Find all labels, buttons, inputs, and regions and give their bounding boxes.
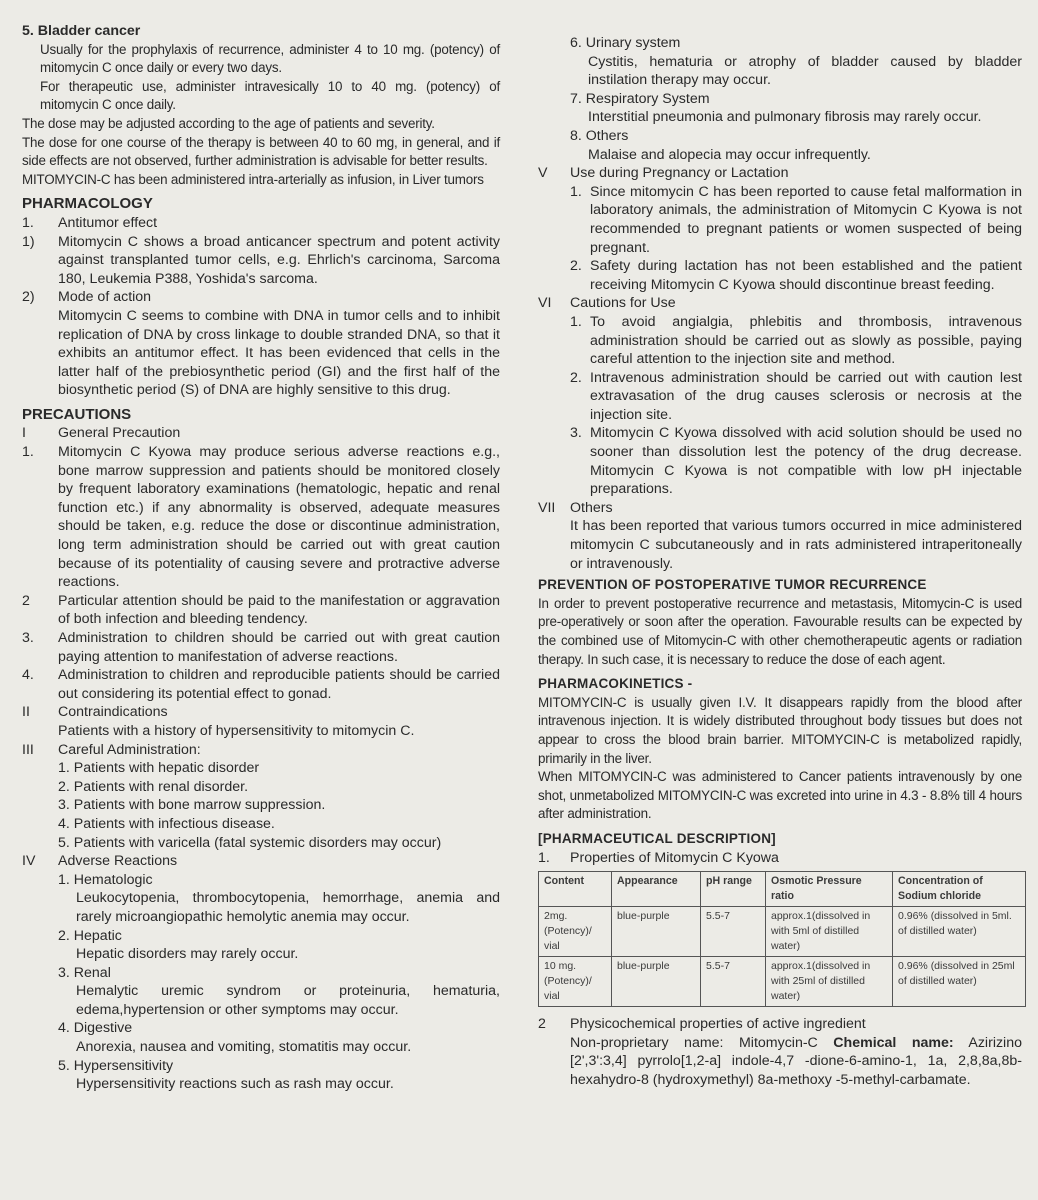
pharmacology-item-2-title: Mode of action: [58, 289, 152, 306]
section-VI-number: VI: [538, 295, 552, 312]
precaution-section-VII: [538, 499, 1022, 518]
adverse-urinary-text: Cystitis, hematuria or atrophy of bladder caused by bladder instilation therapy may occur.: [588, 53, 1022, 89]
pregnancy-item-1: [538, 183, 1022, 257]
caution-item-2-number: 2.: [570, 369, 582, 386]
section-VII-number: VII: [538, 499, 556, 516]
general-precaution-4-number: 4.: [22, 667, 34, 684]
pharmaceutical-item-1-title: Properties of Mitomycin C Kyowa: [570, 849, 779, 866]
section-V-number: V: [538, 165, 548, 182]
precaution-section-V: [538, 164, 1022, 183]
column-header: Concentration of Sodium chloride: [893, 872, 1026, 907]
list-item: 4. Patients with infectious disease.: [58, 815, 275, 832]
bladder-paragraph-5: MITOMYCIN-C has been administered intra-arterially as infusion, in Liver tumors: [22, 171, 484, 187]
section-I-title: General Precaution: [58, 425, 181, 442]
adverse-reactions-list: [22, 871, 500, 1094]
bladder-cancer-title: 5. Bladder cancer: [22, 23, 141, 39]
table-cell: 2mg. (Potency)/ vial: [539, 907, 612, 957]
properties-table: [538, 871, 1026, 1007]
general-precaution-2-text: Particular attention should be paid to the manifestation or aggravation of both infection and bleeding tendency.: [58, 592, 500, 628]
table-cell: approx.1(dissolved in with 5ml of distilled water): [766, 907, 893, 957]
section-IV-number: IV: [22, 853, 36, 870]
table-cell: 5.5-7: [701, 957, 766, 1007]
section-II-title: Contraindications: [58, 704, 168, 721]
section-V-title: Use during Pregnancy or Lactation: [570, 165, 789, 182]
precaution-section-IV: [22, 852, 500, 871]
pharmacology-item-1a-text: Mitomycin C shows a broad anticancer spectrum and potent activity against transplanted tumor cells, e.g. Ehrlich's carcinoma, Sarcoma 180, Leukemia P388, Yoshida's sarcoma.: [58, 233, 500, 287]
careful-administration-list: [22, 759, 500, 852]
pharmacology-item-1: [22, 214, 500, 233]
general-precaution-2: [22, 592, 500, 629]
adverse-urinary-title: 6. Urinary system: [570, 35, 681, 51]
table-cell: approx.1(dissolved in with 25ml of distilled water): [766, 957, 893, 1007]
adverse-hepatic-title: 2. Hepatic: [58, 927, 122, 944]
list-item: 5. Patients with varicella (fatal systemic disorders may occur): [58, 834, 442, 851]
bladder-paragraph-3: The dose may be adjusted according to the age of patients and severity.: [22, 115, 435, 131]
column-header: Osmotic Pressure ratio: [766, 872, 893, 907]
pharmaceutical-item-1: [538, 849, 1022, 868]
pharmacokinetics-text-2: When MITOMYCIN-C was administered to Cancer patients intravenously by one shot, unmetabolized MITOMYCIN-C was excreted into urine in 4.3 - 8.8% till 4 hours after administration.: [538, 769, 1022, 822]
general-precaution-3: [22, 629, 500, 666]
caution-item-3: [538, 424, 1022, 498]
adverse-others-text: Malaise and alopecia may occur infrequently.: [588, 146, 871, 163]
pharmacology-heading: PHARMACOLOGY: [22, 195, 153, 213]
adverse-respiratory-text: Interstitial pneumonia and pulmonary fibrosis may rarely occur.: [588, 109, 982, 126]
section-IV-title: Adverse Reactions: [58, 853, 178, 870]
pregnancy-item-2-text: Safety during lactation has not been established and the patient receiving Mitomycin C Kyowa should discontinue breast feeding.: [590, 258, 1022, 293]
general-precaution-3-number: 3.: [22, 630, 34, 646]
caution-item-1: [538, 313, 1022, 369]
pharmacology-item-2: [22, 288, 500, 400]
table-cell: 0.96% (dissolved in 25ml of distilled water): [893, 957, 1026, 1007]
caution-item-2: [538, 369, 1022, 425]
pharmaceutical-item-1-number: 1.: [538, 849, 550, 866]
column-header: Content: [539, 872, 612, 907]
general-precaution-1: [22, 443, 500, 592]
adverse-respiratory-title: 7. Respiratory System: [570, 90, 710, 107]
pharmacokinetics-heading: PHARMACOKINETICS -: [538, 676, 693, 692]
list-item: 2. Patients with renal disorder.: [58, 778, 249, 795]
adverse-hepatic-text: Hepatic disorders may rarely occur.: [76, 946, 299, 963]
pregnancy-item-2-number: 2.: [570, 258, 582, 275]
list-item: 3. Patients with bone marrow suppression.: [58, 797, 326, 814]
caution-item-2-text: Intravenous administration should be carried out with caution lest extravasation of the drug causes sclerosis or necrosis at the injection site.: [590, 369, 1022, 423]
section-I-number: I: [22, 425, 26, 442]
pregnancy-item-1-number: 1.: [570, 183, 582, 200]
pharmacology-item-1-title: Antitumor effect: [58, 214, 158, 231]
pregnancy-item-1-text: Since mitomycin C has been reported to cause fetal malformation in laboratory animals, the administration of Mitomycin C Kyowa is not recommended to pregnant patients or women suspected of being pregnant.: [590, 183, 1022, 256]
section-III-title: Careful Administration:: [58, 741, 201, 758]
pharmacology-item-1-number: 1.: [22, 214, 34, 231]
bladder-paragraph-1: Usually for the prophylaxis of recurrence, administer 4 to 10 mg. (potency) of mitomycin C once daily or every two days.: [40, 41, 500, 76]
column-header: Appearance: [612, 872, 701, 907]
chemical-name-label: Chemical name:: [833, 1034, 954, 1051]
section-VII-title: Others: [570, 499, 613, 516]
adverse-digestive-title: 4. Digestive: [58, 1020, 133, 1037]
prevention-text: In order to prevent postoperative recurrence and metastasis, Mitomycin-C is used pre-operatively or soon after the operation. Favourable results can be expected by the combined use of Mitomycin-C with other chemotherapeutic agents or radiation therapy. In such case, it is necessary to reduce the dose of each agent.: [538, 595, 1022, 667]
bladder-paragraph-4: The dose for one course of the therapy is between 40 to 60 mg, in general, and if side effects are not observed, further administration is advisable for better results.: [22, 134, 500, 169]
adverse-renal-text: Hemalytic uremic syndrom or proteinuria, hematuria, edema,hypertension or other symptoms may occur.: [76, 983, 500, 1018]
section-III-number: III: [22, 741, 34, 758]
adverse-hematologic-text: Leukocytopenia, thrombocytopenia, hemorrhage, anemia and rarely microangiopathic hemolytic anemia may occur.: [76, 890, 500, 925]
caution-item-3-text: Mitomycin C Kyowa dissolved with acid solution should be used no sooner than dissolution lest the potency of the drug decrease. Mitomycin C Kyowa is not compatible with low pH injectable preparations.: [590, 425, 1022, 498]
table-header-row: [539, 872, 1026, 907]
pharmacology-item-1a-number: 1): [22, 233, 35, 250]
adverse-renal-title: 3. Renal: [58, 964, 111, 981]
caution-item-3-number: 3.: [570, 425, 582, 442]
prevention-heading: PREVENTION OF POSTOPERATIVE TUMOR RECURRENCE: [538, 577, 927, 593]
pharmacology-item-1a: [22, 233, 500, 289]
section-II-number: II: [22, 704, 30, 721]
precaution-section-III: [22, 741, 500, 760]
precaution-section-I: [22, 424, 500, 443]
right-column: [538, 34, 1022, 1090]
general-precaution-1-text: Mitomycin C Kyowa may produce serious adverse reactions e.g., bone marrow suppression and patients should be monitored closely by frequent laboratory examinations (hematologic, hepatic and renal function etc.) if any abnormality is observed, adequate measures should be taken, e.g. reduce the dose or discontinue administration, long term administration should be carried out with great caution because of its potentiality of causing severe and protractive adverse reactions.: [58, 444, 500, 591]
general-precaution-4: [22, 666, 500, 703]
pharmaceutical-item-2: [538, 1015, 1022, 1089]
caution-item-1-text: To avoid angialgia, phlebitis and thrombosis, intravenous administration should be carried out as slowly as possible, paying careful attention to the injection site and method.: [590, 313, 1022, 368]
table-row: [539, 907, 1026, 957]
precaution-section-II: [22, 703, 500, 740]
adverse-others-title: 8. Others: [570, 127, 629, 144]
table-cell: blue-purple: [612, 907, 701, 957]
pharmaceutical-description-heading: [PHARMACEUTICAL DESCRIPTION]: [538, 830, 776, 846]
list-item: 1. Patients with hepatic disorder: [58, 760, 260, 777]
general-precaution-4-text: Administration to children and reproducible patients should be carried out considering its potential effect to gonad.: [58, 667, 500, 702]
non-proprietary-name: Non-proprietary name: Mitomycin-C: [570, 1034, 834, 1051]
pharmacokinetics-text-1: MITOMYCIN-C is usually given I.V. It disappears rapidly from the blood after intravenous injection. It is widely distributed throughout body tissues but does not appear to cross the blood brain barrier. MITOMYCIN-C is metabolized rapidly, primarily in the liver.: [538, 694, 1022, 766]
precaution-section-VI: [538, 294, 1022, 313]
pharmaceutical-item-2-body: [570, 1034, 1022, 1090]
section-II-text: Patients with a history of hypersensitivity to mitomycin C.: [58, 722, 415, 739]
caution-item-1-number: 1.: [570, 313, 582, 330]
pharmaceutical-item-2-title: Physicochemical properties of active ingredient: [570, 1016, 866, 1033]
pharmacology-item-2-text: Mitomycin C seems to combine with DNA in tumor cells and to inhibit replication of DNA by cross linkage to double stranded DNA, so that it exhibits an antitumor effect. It has been evidenced that cells in the latter half of the prebiosynthetic period (GI) and the first half of the biosynthetic period (S) of DNA are highly sensitive to this drug.: [58, 307, 500, 399]
adverse-reactions-continued: [538, 34, 1022, 164]
adverse-hypersensitivity-text: Hypersensitivity reactions such as rash may occur.: [76, 1076, 394, 1093]
chemical-name-text: Azirizino [2',3':3,4] pyrrolo[1,2-a] indole-4,7 -dione-6-amino-1, 1a, 2,8,8a,8b-hexahydro-8 (hydroxymethyl) 8a-methoxy -5-methyl-carbamate.: [570, 1034, 1022, 1088]
pharmacology-item-2-number: 2): [22, 289, 35, 306]
column-header: pH range: [701, 872, 766, 907]
general-precaution-3-text: Administration to children should be carried out with great caution paying attention to manifestation of adverse reactions.: [58, 630, 500, 665]
adverse-hypersensitivity-title: 5. Hypersensitivity: [58, 1057, 174, 1074]
table-cell: 0.96% (dissolved in 5ml. of distilled water): [893, 907, 1026, 957]
bladder-paragraph-2: For therapeutic use, administer intravesically 10 to 40 mg. (potency) of mitomycin C once daily.: [40, 78, 500, 113]
adverse-digestive-text: Anorexia, nausea and vomiting, stomatitis may occur.: [76, 1039, 412, 1056]
general-precaution-1-number: 1.: [22, 444, 34, 461]
pharmaceutical-item-2-number: 2: [538, 1016, 546, 1033]
precautions-heading: PRECAUTIONS: [22, 405, 132, 423]
section-VI-title: Cautions for Use: [570, 295, 676, 312]
general-precaution-2-number: 2: [22, 592, 30, 609]
table-cell: 10 mg. (Potency)/ vial: [539, 957, 612, 1007]
left-column: [22, 22, 500, 1094]
table-row: [539, 957, 1026, 1007]
pregnancy-item-2: [538, 257, 1022, 294]
table-cell: blue-purple: [612, 957, 701, 1007]
adverse-hematologic-title: 1. Hematologic: [58, 871, 153, 888]
section-VII-text: It has been reported that various tumors occurred in mice administered mitomycin C subcutaneously and in rats administered intraperitoneally or intravenously.: [570, 518, 1022, 572]
table-cell: 5.5-7: [701, 907, 766, 957]
